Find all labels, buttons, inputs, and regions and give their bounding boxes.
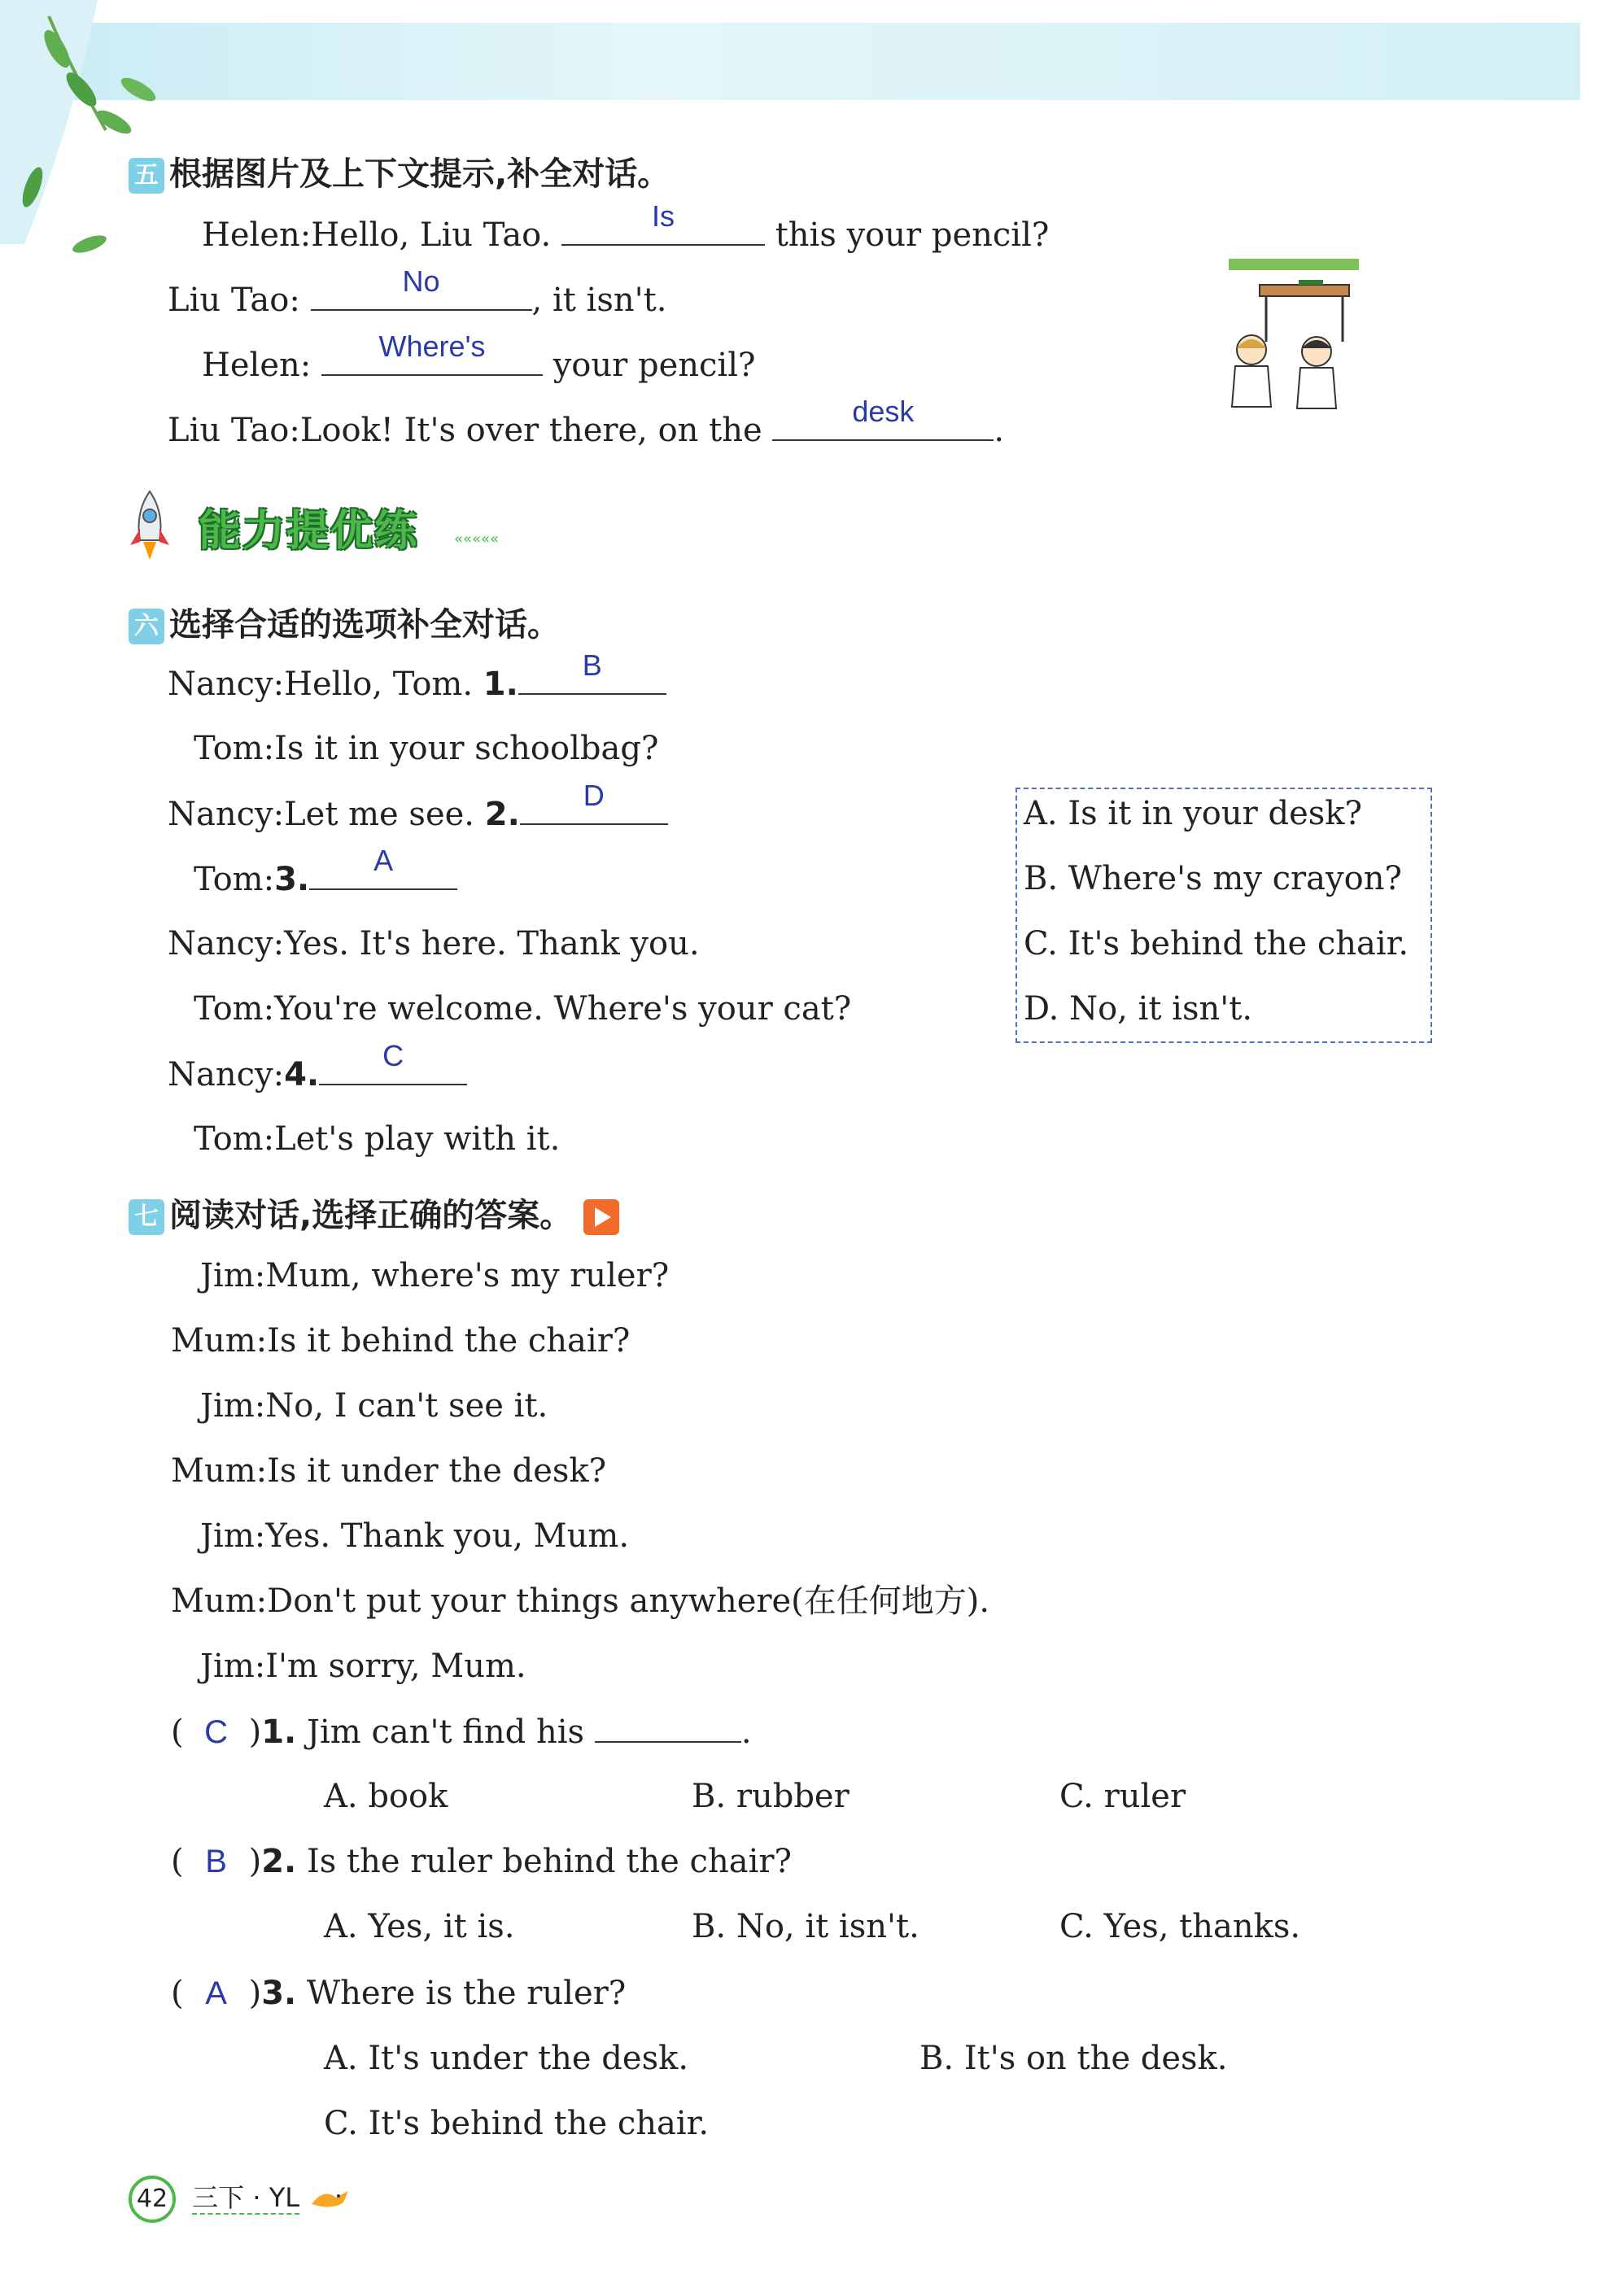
s5-blank-1[interactable] [561, 199, 765, 246]
skill-heading: 能力提优练 [199, 507, 419, 556]
s6-line-1: Nancy:Hello, Tom. 1. B [168, 664, 666, 704]
s7-dialogue-3: Jim:No, I can't see it. [200, 1387, 548, 1425]
q3-option-b: B. It's on the desk. [919, 2040, 1228, 2077]
s7-question-1: ( C )1. Jim can't find his . [171, 1713, 752, 1751]
s5-blank-4[interactable] [772, 395, 994, 441]
s7-dialogue-5: Jim:Yes. Thank you, Mum. [200, 1517, 630, 1555]
section7-badge: 七 [129, 1199, 164, 1235]
s5-answer-3: Where's [378, 330, 486, 363]
s6-blank-2[interactable]: D [520, 794, 668, 825]
s5-blank-2[interactable] [311, 264, 532, 311]
section5-badge: 五 [129, 158, 164, 194]
section6-badge: 六 [129, 609, 164, 644]
s5-line-2: Liu Tao: No , it isn't. [168, 280, 666, 320]
s6-line-7: Nancy:4. C [168, 1054, 467, 1094]
q2-answer[interactable]: B [205, 1844, 227, 1879]
s5-blank-3[interactable] [321, 330, 543, 376]
page-number: 42 [129, 2176, 176, 2223]
play-icon[interactable] [583, 1199, 619, 1235]
s5-line-4: Liu Tao:Look! It's over there, on the desk . [168, 410, 1004, 450]
s5-answer-2: No [402, 264, 440, 298]
s6-line-5: Nancy:Yes. It's here. Thank you. [168, 925, 700, 962]
kids-desk-illustration [1221, 252, 1367, 415]
rocket-icon [127, 488, 173, 561]
s7-dialogue-6: Mum:Don't put your things anywhere(在任何地方). [171, 1582, 990, 1620]
s6-blank-4[interactable]: C [319, 1054, 467, 1085]
s7-dialogue-1: Jim:Mum, where's my ruler? [200, 1257, 670, 1294]
page-footer [129, 2176, 356, 2223]
q1-option-c: C. ruler [1059, 1778, 1186, 1815]
option-a: A. Is it in your desk? [1024, 795, 1362, 832]
s6-line-4: Tom:3. A [194, 859, 457, 899]
option-c: C. It's behind the chair. [1024, 925, 1409, 962]
s6-line-3: Nancy:Let me see. 2. D [168, 794, 668, 834]
q3-option-c: C. It's behind the chair. [324, 2105, 710, 2142]
s6-line-2: Tom:Is it in your schoolbag? [194, 730, 659, 767]
q1-answer[interactable]: C [204, 1714, 229, 1750]
s6-blank-1[interactable]: B [518, 664, 666, 695]
q2-option-b: B. No, it isn't. [692, 1908, 919, 1945]
s6-line-8: Tom:Let's play with it. [194, 1120, 561, 1158]
section7-heading [129, 1189, 619, 1236]
s7-question-2: ( B )2. Is the ruler behind the chair? [171, 1843, 792, 1880]
willow-leaves-decoration [0, 0, 212, 268]
s6-line-6: Tom:You're welcome. Where's your cat? [194, 990, 852, 1028]
q2-option-c: C. Yes, thanks. [1059, 1908, 1301, 1945]
section7-title: 阅读对话,选择正确的答案。 [169, 1197, 573, 1234]
q2-option-a: A. Yes, it is. [324, 1908, 515, 1945]
q1-option-a: A. book [324, 1778, 448, 1815]
s5-line-1: Helen:Hello, Liu Tao. Is this your pencil? [202, 215, 1049, 255]
q1-blank[interactable] [595, 1712, 741, 1743]
q3-option-a: A. It's under the desk. [324, 2040, 689, 2077]
q3-answer[interactable]: A [205, 1975, 227, 2011]
s7-dialogue-4: Mum:Is it under the desk? [171, 1452, 607, 1490]
s7-dialogue-2: Mum:Is it behind the chair? [171, 1322, 631, 1360]
option-b: B. Where's my crayon? [1024, 860, 1402, 897]
option-d: D. No, it isn't. [1024, 990, 1253, 1028]
section5-title: 根据图片及上下文提示,补全对话。 [169, 155, 670, 193]
footer-label: 三下 · YL [192, 2182, 300, 2213]
section5-heading [129, 148, 670, 194]
section6-title: 选择合适的选项补全对话。 [169, 606, 560, 644]
bird-icon [308, 2180, 356, 2219]
header-banner [23, 23, 1580, 100]
s5-answer-4: desk [852, 395, 915, 428]
q1-option-b: B. rubber [692, 1778, 850, 1815]
s5-line-3: Helen: Where's your pencil? [202, 345, 755, 385]
s5-answer-1: Is [651, 199, 675, 233]
s7-dialogue-7: Jim:I'm sorry, Mum. [200, 1648, 526, 1685]
chevron-decoration: ««««« [454, 530, 500, 548]
section6-heading [129, 599, 560, 645]
s7-question-3: ( A )3. Where is the ruler? [171, 1975, 627, 2012]
s6-blank-3[interactable]: A [309, 859, 457, 890]
